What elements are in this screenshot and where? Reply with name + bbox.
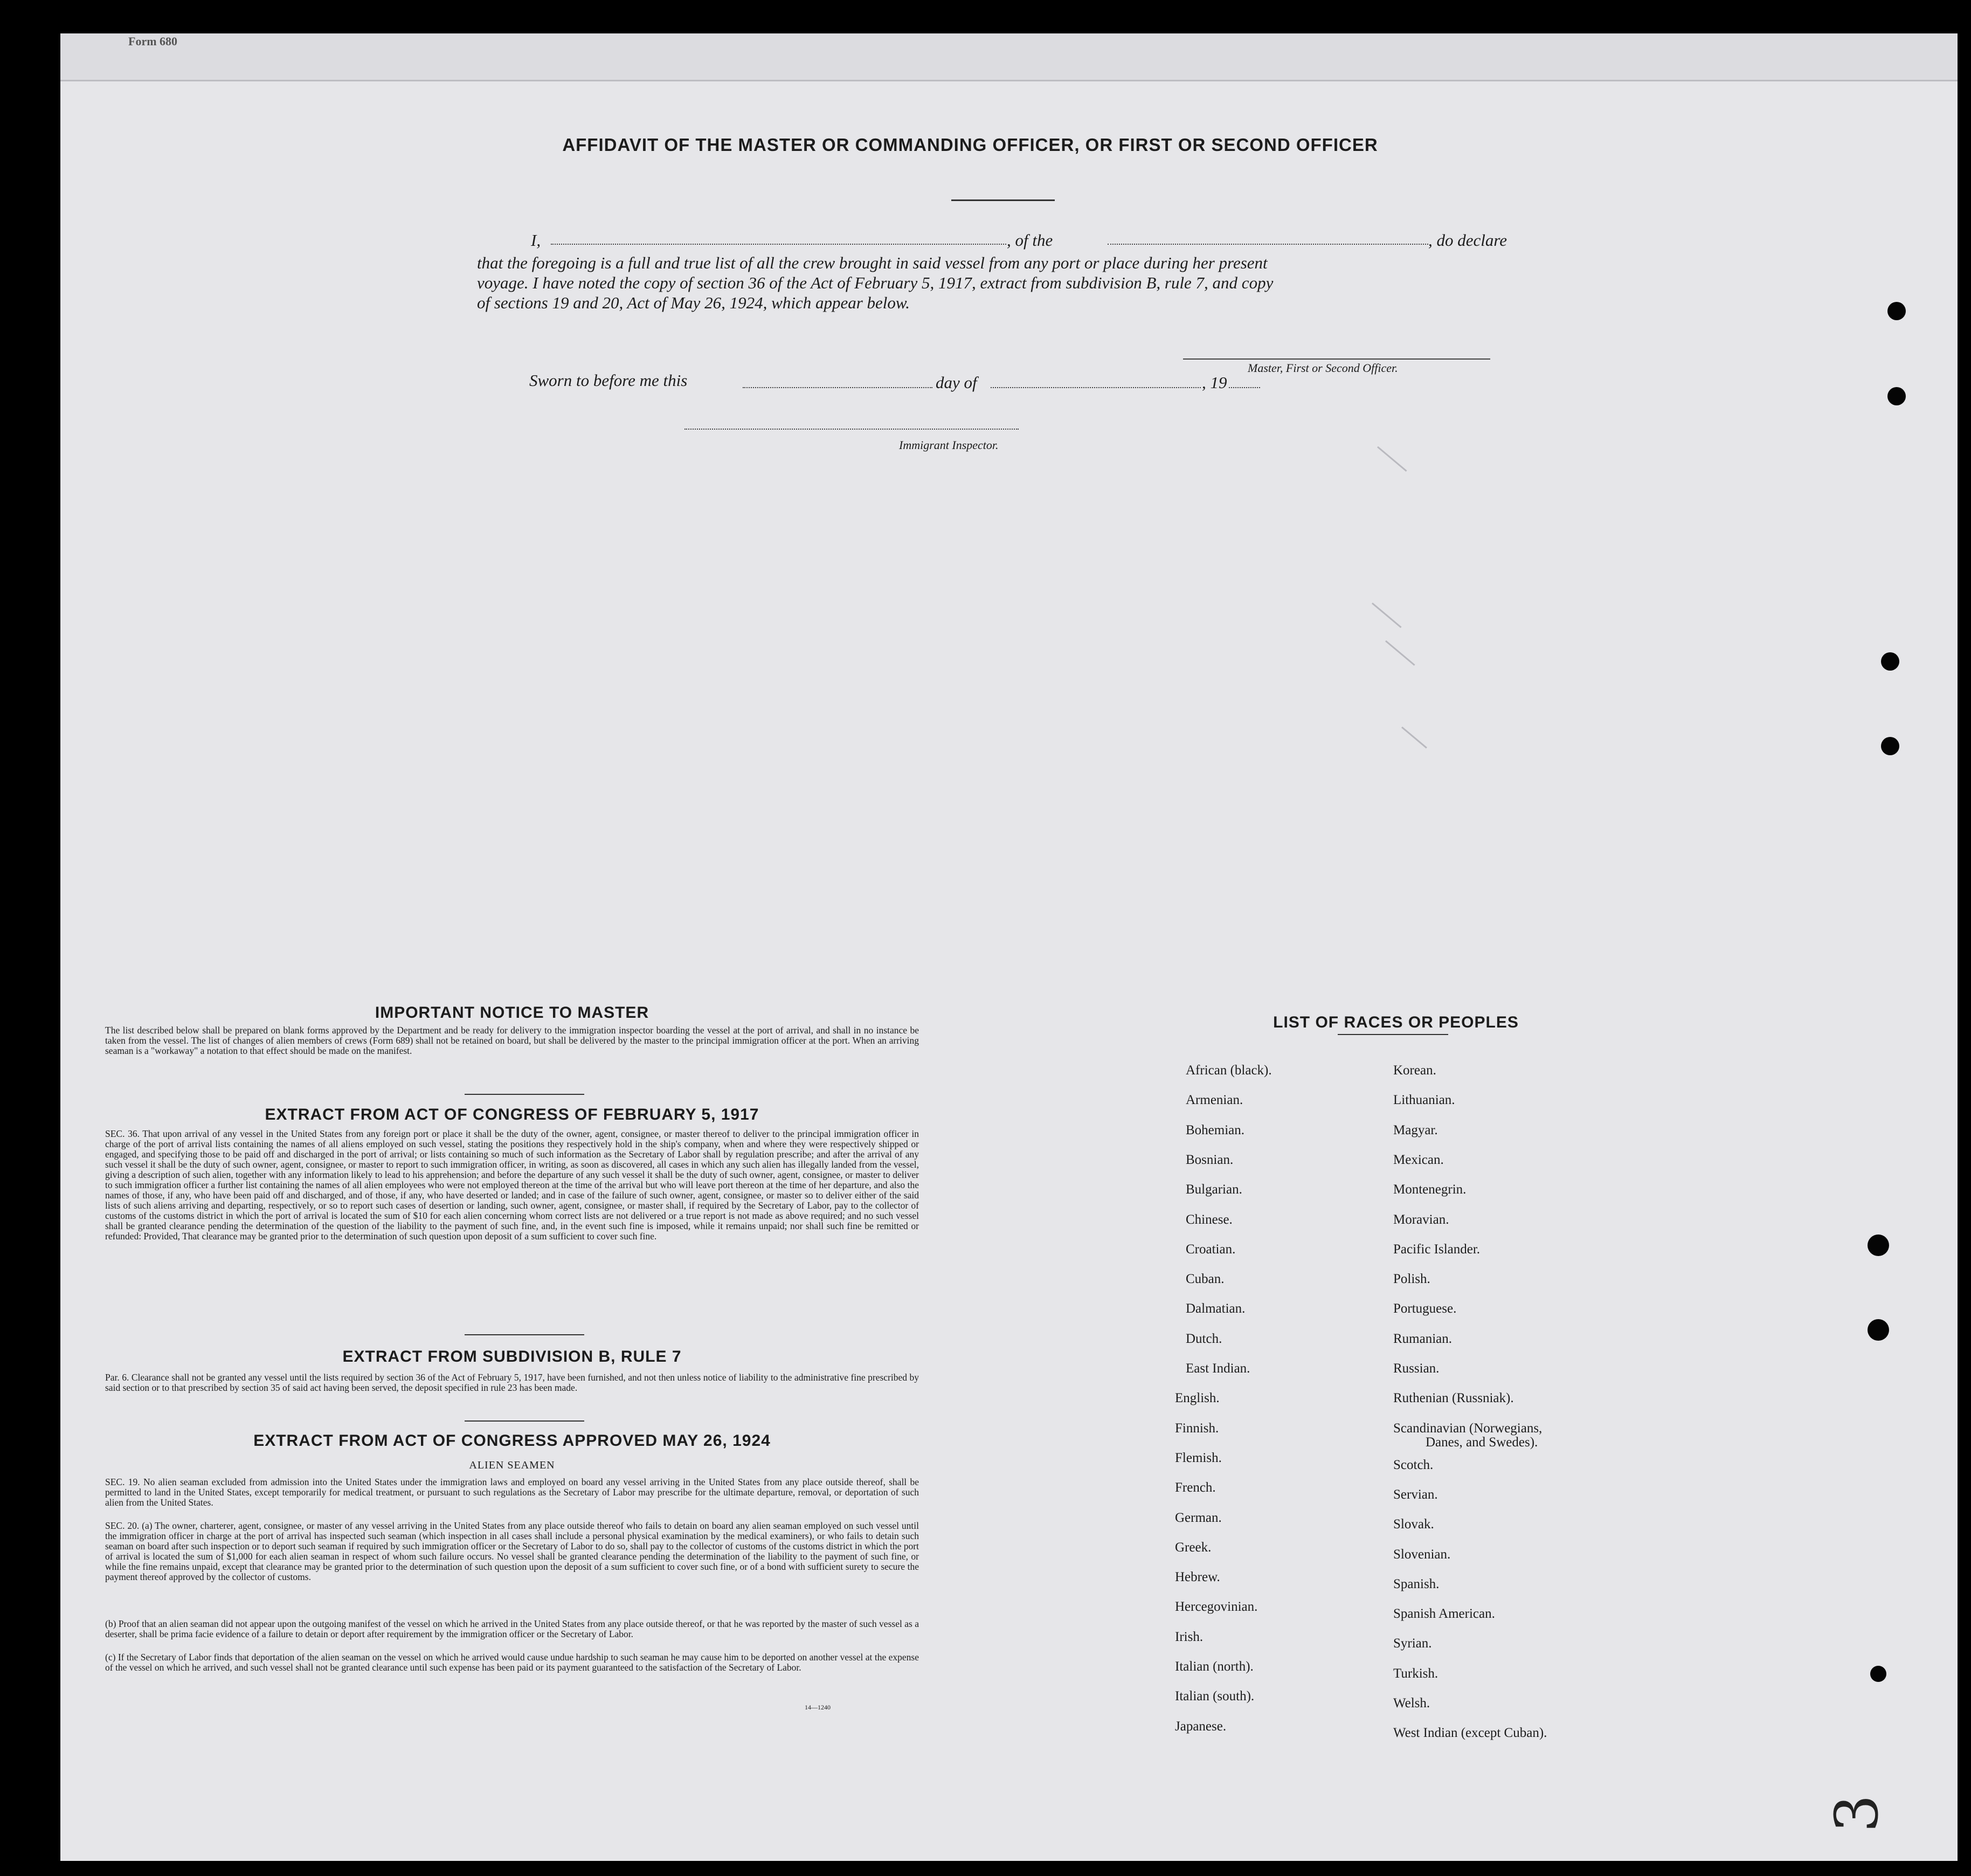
sworn-month-blank[interactable] — [991, 387, 1201, 388]
race-item: Scotch. — [1393, 1457, 1434, 1472]
name-blank[interactable] — [551, 244, 1006, 245]
race-item: Polish. — [1393, 1272, 1430, 1287]
affidavit-line-2: that the foregoing is a full and true list of all the crew brought in said vessel from any port or place during her present — [477, 253, 1268, 272]
affidavit-line-4: of sections 19 and 20, Act of May 26, 1924, which appear below. — [477, 293, 910, 312]
race-item: Flemish. — [1175, 1450, 1222, 1465]
sec20c-text: (c) If the Secretary of Labor finds that deportation of the alien seaman on the vessel on which he arrived would cause undue hardship to such seaman he may cause him to be deported on another vessel at the expense of the vessel on which he arrived, and such vessel shall not be granted clearance until such expense has been paid or its payment guaranteed to the satisfaction of the Secretary of Labor. — [105, 1652, 919, 1673]
handwritten-page-number: 3 — [1822, 1795, 1891, 1832]
extract-rule7-text: Par. 6. Clearance shall not be granted any vessel until the lists required by section 36 of the Act of February 5, 1917, have been furnished, and not then unless notice of liability to the administrative fine prescribed by said section or to that prescribed by section 35 of said act having been served, the deposit specified in rule 23 has been made. — [105, 1372, 919, 1393]
race-item: Pacific Islander. — [1393, 1242, 1481, 1257]
race-item: Russian. — [1393, 1361, 1440, 1376]
race-item: Scandinavian (Norwegians, — [1393, 1420, 1543, 1436]
race-item: Hebrew. — [1175, 1570, 1220, 1585]
race-item: Italian (south). — [1175, 1689, 1255, 1704]
affidavit-i: I, — [531, 231, 541, 250]
race-item: Greek. — [1175, 1540, 1212, 1555]
section-rule — [465, 1420, 584, 1422]
race-item: French. — [1175, 1480, 1216, 1495]
race-item: Bosnian. — [1186, 1152, 1234, 1167]
races-title-rule — [1338, 1034, 1448, 1035]
race-item: Irish. — [1175, 1629, 1204, 1644]
print-code: 14—1240 — [805, 1703, 831, 1711]
race-item: Italian (north). — [1175, 1659, 1254, 1674]
affidavit-title: AFFIDAVIT OF THE MASTER OR COMMANDING OFFICER, OR FIRST OR SECOND OFFICER — [562, 135, 1378, 155]
master-signature-line[interactable] — [1183, 358, 1490, 360]
sworn-date-blank[interactable] — [743, 387, 932, 388]
race-item: African (black). — [1186, 1063, 1272, 1078]
punch-hole — [1868, 1234, 1889, 1256]
race-item: Slovenian. — [1393, 1547, 1451, 1562]
race-item: Slovak. — [1393, 1517, 1434, 1532]
race-item: Magyar. — [1393, 1122, 1438, 1137]
punch-hole — [1881, 737, 1899, 755]
sec20b-text: (b) Proof that an alien seaman did not appear upon the outgoing manifest of the vessel on which he arrived in the United States from any place outside thereof, or that he was reported by the master of such vessel as a deserter, shall be prima facie evidence of a failure to detain or deport after requirement by the immigration officer or the Secretary of Labor. — [105, 1618, 919, 1639]
extract-1917-title: EXTRACT FROM ACT OF CONGRESS OF FEBRUARY 5, 1917 — [265, 1106, 759, 1123]
race-item: West Indian (except Cuban). — [1393, 1726, 1547, 1741]
sworn-prefix: Sworn to before me this — [529, 371, 688, 390]
race-item: Lithuanian. — [1393, 1093, 1455, 1108]
page-top-edge — [60, 33, 1958, 81]
alien-seamen-subtitle: ALIEN SEAMEN — [469, 1459, 555, 1471]
notice-title: IMPORTANT NOTICE TO MASTER — [375, 1004, 649, 1022]
punch-hole — [1868, 1319, 1889, 1341]
race-item: Dalmatian. — [1186, 1301, 1246, 1316]
race-item: Bulgarian. — [1186, 1182, 1242, 1197]
race-item: Montenegrin. — [1393, 1182, 1467, 1197]
notice-text: The list described below shall be prepared on blank forms approved by the Department and be ready for delivery to the immigration inspector boarding the vessel at the port of arrival, and shall in no instance be taken from the vessel. The list of changes of alien members of crews (Form 689) shall not be retained on board, but shall be delivered by the master to the principal immigration officer at the port. When an arriving seaman is a "workaway" a notation to that effect should be made on the manifest. — [105, 1025, 919, 1056]
title-rule — [951, 199, 1055, 201]
affidavit-declare: , do declare — [1428, 231, 1507, 250]
race-item: Rumanian. — [1393, 1331, 1453, 1346]
race-item: Mexican. — [1393, 1152, 1444, 1167]
punch-hole — [1887, 302, 1906, 320]
extract-1917-text: SEC. 36. That upon arrival of any vessel in the United States from any foreign port or place it shall be the duty of the owner, agent, consignee, or master thereof to deliver to the principal immigration officer in charge of the port of arrival lists containing the names of all aliens employed on such vessel, stating the positions they respectively hold in the ship's company, when and where they were respectively shipped or engaged, and specifying those to be paid off and discharged in the port of arrival; or lists containing so much of such information as the Secretary of Labor shall by regulation prescribe; and after the arrival of any such vessel it shall be the duty of such owner, agent, consignee, or master to report to such immigration officer, in writing, as soon as discovered, all cases in which any such alien has illegally landed from the vessel, giving a description of such alien, together with any information likely to lead to his apprehension; and before the departure of any such vessel it shall be the duty of such owner, agent, consignee, or master to deliver to such immigration officer a further list containing the names of all alien employees who were not employed thereon at the time of the arrival but who will leave port thereon at the time of her departure, and also the names of those, if any, who have been paid off and discharged, and of those, if any, who have deserted or landed; and in case of the failure of such owner, agent, consignee, or master so to deliver either of the said lists of such aliens arriving and departing, respectively, or so to report such cases of desertion or landing, such owner, agent, consignee, or master shall, if required by the Secretary of Labor, pay to the collector of customs of the customs district in which the port of arrival is located the sum of $10 for each alien concerning whom correct lists are not delivered or a true report is not made as above required; and no such vessel shall be granted clearance pending the determination of the question of the liability to the payment of such fine, and, in the event such fine is imposed, while it remains unpaid; nor shall such fine be remitted or refunded: Provided, That clearance may be granted prior to the determination of such question upon deposit of a sum sufficient to cover such fine. — [105, 1128, 919, 1242]
affidavit-line-3: voyage. I have noted the copy of section 36 of the Act of February 5, 1917, extract from subdivision B, rule 7, and copy — [477, 273, 1274, 292]
master-caption: Master, First or Second Officer. — [1248, 361, 1398, 375]
race-item: East Indian. — [1186, 1361, 1250, 1376]
race-item: Korean. — [1393, 1063, 1436, 1078]
sec19-text: SEC. 19. No alien seaman excluded from admission into the United States under the immigration laws and employed on board any vessel arriving in the United States from any place outside thereof, shall be permitted to land in the United States, except temporarily for medical treatment, or pursuant to such regulations as the Secretary of Labor may prescribe for the ultimate departure, removal, or deportation of such alien from the United States. — [105, 1477, 919, 1508]
form-number: Form 680 — [128, 35, 178, 48]
punch-hole — [1887, 387, 1906, 405]
race-item: Spanish. — [1393, 1576, 1440, 1591]
race-item: Danes, and Swedes). — [1426, 1434, 1538, 1450]
sworn-day-of: day of — [936, 373, 977, 392]
race-item: Hercegovinian. — [1175, 1599, 1258, 1615]
section-rule — [465, 1334, 584, 1335]
race-item: English. — [1175, 1391, 1220, 1406]
race-item: German. — [1175, 1510, 1222, 1525]
sworn-year-blank[interactable] — [1229, 387, 1260, 388]
punch-hole — [1881, 652, 1899, 671]
race-item: Japanese. — [1175, 1719, 1227, 1734]
races-title: LIST OF RACES OR PEOPLES — [1273, 1013, 1519, 1031]
punch-hole — [1870, 1666, 1886, 1682]
extract-rule7-title: EXTRACT FROM SUBDIVISION B, RULE 7 — [342, 1348, 682, 1365]
race-item: Chinese. — [1186, 1212, 1233, 1227]
race-item: Spanish American. — [1393, 1606, 1495, 1622]
race-item: Portuguese. — [1393, 1301, 1457, 1316]
race-item: Ruthenian (Russniak). — [1393, 1391, 1514, 1406]
race-item: Syrian. — [1393, 1636, 1432, 1651]
race-item: Turkish. — [1393, 1666, 1439, 1681]
inspector-signature-line[interactable] — [684, 429, 1019, 430]
race-item: Dutch. — [1186, 1331, 1222, 1346]
vessel-blank[interactable] — [1108, 244, 1428, 245]
race-item: Finnish. — [1175, 1420, 1219, 1436]
race-item: Servian. — [1393, 1487, 1438, 1502]
race-item: Bohemian. — [1186, 1122, 1245, 1137]
affidavit-of-the: , of the — [1007, 231, 1053, 250]
race-item: Welsh. — [1393, 1696, 1430, 1711]
inspector-caption: Immigrant Inspector. — [899, 438, 999, 452]
race-item: Cuban. — [1186, 1272, 1225, 1287]
race-item: Moravian. — [1393, 1212, 1449, 1227]
extract-1924-title: EXTRACT FROM ACT OF CONGRESS APPROVED MAY 26, 1924 — [253, 1432, 771, 1450]
race-item: Armenian. — [1186, 1093, 1243, 1108]
sec20a-text: SEC. 20. (a) The owner, charterer, agent, consignee, or master of any vessel arriving in the United States from any place outside thereof who fails to detain on board any alien seaman employed on such vessel until the immigration officer in charge at the port of arrival has inspected such seaman (which inspection in all cases shall include a personal physical examination by the medical examiners), or who fails to detain such seaman on board after such inspection or to deport such seaman if required by such immigration officer or the Secretary of Labor to do so, shall pay to the collector of customs of the customs district in which the port of arrival is located the sum of $1,000 for each alien seaman in respect of whom such failure occurs. No vessel shall be granted clearance pending the determination of the liability to the payment of such fine, or while the fine remains unpaid, except that clearance may be granted prior to the determination of such question upon the deposit of a sum sufficient to cover such fine, or of a bond with sufficient surety to secure the payment thereof approved by the collector of customs. — [105, 1520, 919, 1582]
sworn-year: , 19 — [1202, 373, 1227, 392]
section-rule — [465, 1094, 584, 1095]
race-item: Croatian. — [1186, 1242, 1236, 1257]
